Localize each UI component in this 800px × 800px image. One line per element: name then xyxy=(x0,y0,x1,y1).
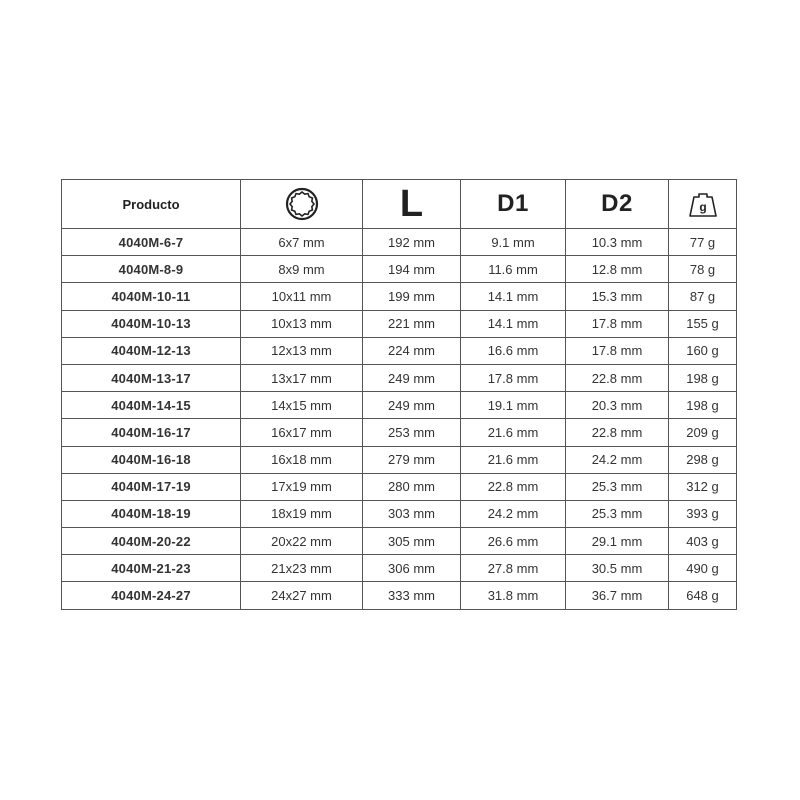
table-row xyxy=(62,500,737,527)
product-cell: 4040M-12-13 xyxy=(62,337,241,364)
weight-cell: 198 g xyxy=(669,392,737,419)
table-row xyxy=(62,446,737,473)
twelve-point-socket-icon xyxy=(285,187,319,221)
d1-cell: 21.6 mm xyxy=(461,446,566,473)
weight-icon-label: g xyxy=(698,200,707,214)
d2-cell: 30.5 mm xyxy=(566,555,669,582)
d2-cell: 29.1 mm xyxy=(566,528,669,555)
length-cell: 199 mm xyxy=(363,283,461,310)
size-cell: 16x18 mm xyxy=(241,446,363,473)
weight-cell: 403 g xyxy=(669,528,737,555)
length-cell: 306 mm xyxy=(363,555,461,582)
weight-cell: 87 g xyxy=(669,283,737,310)
d1-cell: 17.8 mm xyxy=(461,364,566,391)
table-row xyxy=(62,528,737,555)
header-product: Producto xyxy=(62,180,241,229)
size-cell: 14x15 mm xyxy=(241,392,363,419)
product-cell: 4040M-16-18 xyxy=(62,446,241,473)
header-d2: D2 xyxy=(566,180,669,229)
table-row xyxy=(62,582,737,609)
size-cell: 10x13 mm xyxy=(241,310,363,337)
product-cell: 4040M-6-7 xyxy=(62,229,241,256)
d2-cell: 25.3 mm xyxy=(566,473,669,500)
table-row xyxy=(62,473,737,500)
d1-cell: 31.8 mm xyxy=(461,582,566,609)
table-row xyxy=(62,555,737,582)
product-cell: 4040M-20-22 xyxy=(62,528,241,555)
length-cell: 249 mm xyxy=(363,392,461,419)
header-length: L xyxy=(363,180,461,229)
weight-icon xyxy=(688,189,718,219)
table-row xyxy=(62,419,737,446)
length-cell: 224 mm xyxy=(363,337,461,364)
d2-cell: 17.8 mm xyxy=(566,337,669,364)
length-cell: 305 mm xyxy=(363,528,461,555)
weight-cell: 77 g xyxy=(669,229,737,256)
weight-cell: 312 g xyxy=(669,473,737,500)
table-row xyxy=(62,283,737,310)
table-row xyxy=(62,229,737,256)
product-cell: 4040M-10-13 xyxy=(62,310,241,337)
weight-cell: 393 g xyxy=(669,500,737,527)
d1-cell: 22.8 mm xyxy=(461,473,566,500)
size-cell: 8x9 mm xyxy=(241,256,363,283)
product-cell: 4040M-24-27 xyxy=(62,582,241,609)
header-socket xyxy=(241,180,363,229)
length-cell: 221 mm xyxy=(363,310,461,337)
d1-cell: 27.8 mm xyxy=(461,555,566,582)
d1-cell: 21.6 mm xyxy=(461,419,566,446)
size-cell: 16x17 mm xyxy=(241,419,363,446)
size-cell: 24x27 mm xyxy=(241,582,363,609)
d1-cell: 24.2 mm xyxy=(461,500,566,527)
table-row xyxy=(62,256,737,283)
product-cell: 4040M-13-17 xyxy=(62,364,241,391)
length-cell: 333 mm xyxy=(363,582,461,609)
product-cell: 4040M-16-17 xyxy=(62,419,241,446)
d2-cell: 22.8 mm xyxy=(566,364,669,391)
d1-cell: 26.6 mm xyxy=(461,528,566,555)
table-row xyxy=(62,392,737,419)
length-cell: 303 mm xyxy=(363,500,461,527)
size-cell: 18x19 mm xyxy=(241,500,363,527)
size-cell: 20x22 mm xyxy=(241,528,363,555)
weight-cell: 155 g xyxy=(669,310,737,337)
d1-cell: 11.6 mm xyxy=(461,256,566,283)
weight-cell: 209 g xyxy=(669,419,737,446)
d2-cell: 25.3 mm xyxy=(566,500,669,527)
d2-cell: 20.3 mm xyxy=(566,392,669,419)
d2-cell: 22.8 mm xyxy=(566,419,669,446)
d1-cell: 14.1 mm xyxy=(461,310,566,337)
d2-cell: 17.8 mm xyxy=(566,310,669,337)
d2-cell: 15.3 mm xyxy=(566,283,669,310)
weight-cell: 648 g xyxy=(669,582,737,609)
product-cell: 4040M-10-11 xyxy=(62,283,241,310)
table-row xyxy=(62,364,737,391)
header-weight xyxy=(669,180,737,229)
d2-cell: 10.3 mm xyxy=(566,229,669,256)
header-d1: D1 xyxy=(461,180,566,229)
product-cell: 4040M-14-15 xyxy=(62,392,241,419)
table-row xyxy=(62,337,737,364)
d2-cell: 36.7 mm xyxy=(566,582,669,609)
length-cell: 249 mm xyxy=(363,364,461,391)
d2-cell: 12.8 mm xyxy=(566,256,669,283)
size-cell: 12x13 mm xyxy=(241,337,363,364)
d1-cell: 9.1 mm xyxy=(461,229,566,256)
length-cell: 279 mm xyxy=(363,446,461,473)
weight-cell: 298 g xyxy=(669,446,737,473)
d1-cell: 19.1 mm xyxy=(461,392,566,419)
table-row xyxy=(62,310,737,337)
product-cell: 4040M-8-9 xyxy=(62,256,241,283)
weight-cell: 198 g xyxy=(669,364,737,391)
size-cell: 13x17 mm xyxy=(241,364,363,391)
weight-cell: 78 g xyxy=(669,256,737,283)
weight-cell: 160 g xyxy=(669,337,737,364)
size-cell: 17x19 mm xyxy=(241,473,363,500)
product-cell: 4040M-17-19 xyxy=(62,473,241,500)
header-row xyxy=(62,180,737,229)
d2-cell: 24.2 mm xyxy=(566,446,669,473)
product-cell: 4040M-18-19 xyxy=(62,500,241,527)
product-cell: 4040M-21-23 xyxy=(62,555,241,582)
size-cell: 6x7 mm xyxy=(241,229,363,256)
d1-cell: 14.1 mm xyxy=(461,283,566,310)
size-cell: 21x23 mm xyxy=(241,555,363,582)
size-cell: 10x11 mm xyxy=(241,283,363,310)
specification-table xyxy=(61,179,737,610)
length-cell: 280 mm xyxy=(363,473,461,500)
weight-cell: 490 g xyxy=(669,555,737,582)
length-cell: 194 mm xyxy=(363,256,461,283)
d1-cell: 16.6 mm xyxy=(461,337,566,364)
length-cell: 253 mm xyxy=(363,419,461,446)
length-cell: 192 mm xyxy=(363,229,461,256)
